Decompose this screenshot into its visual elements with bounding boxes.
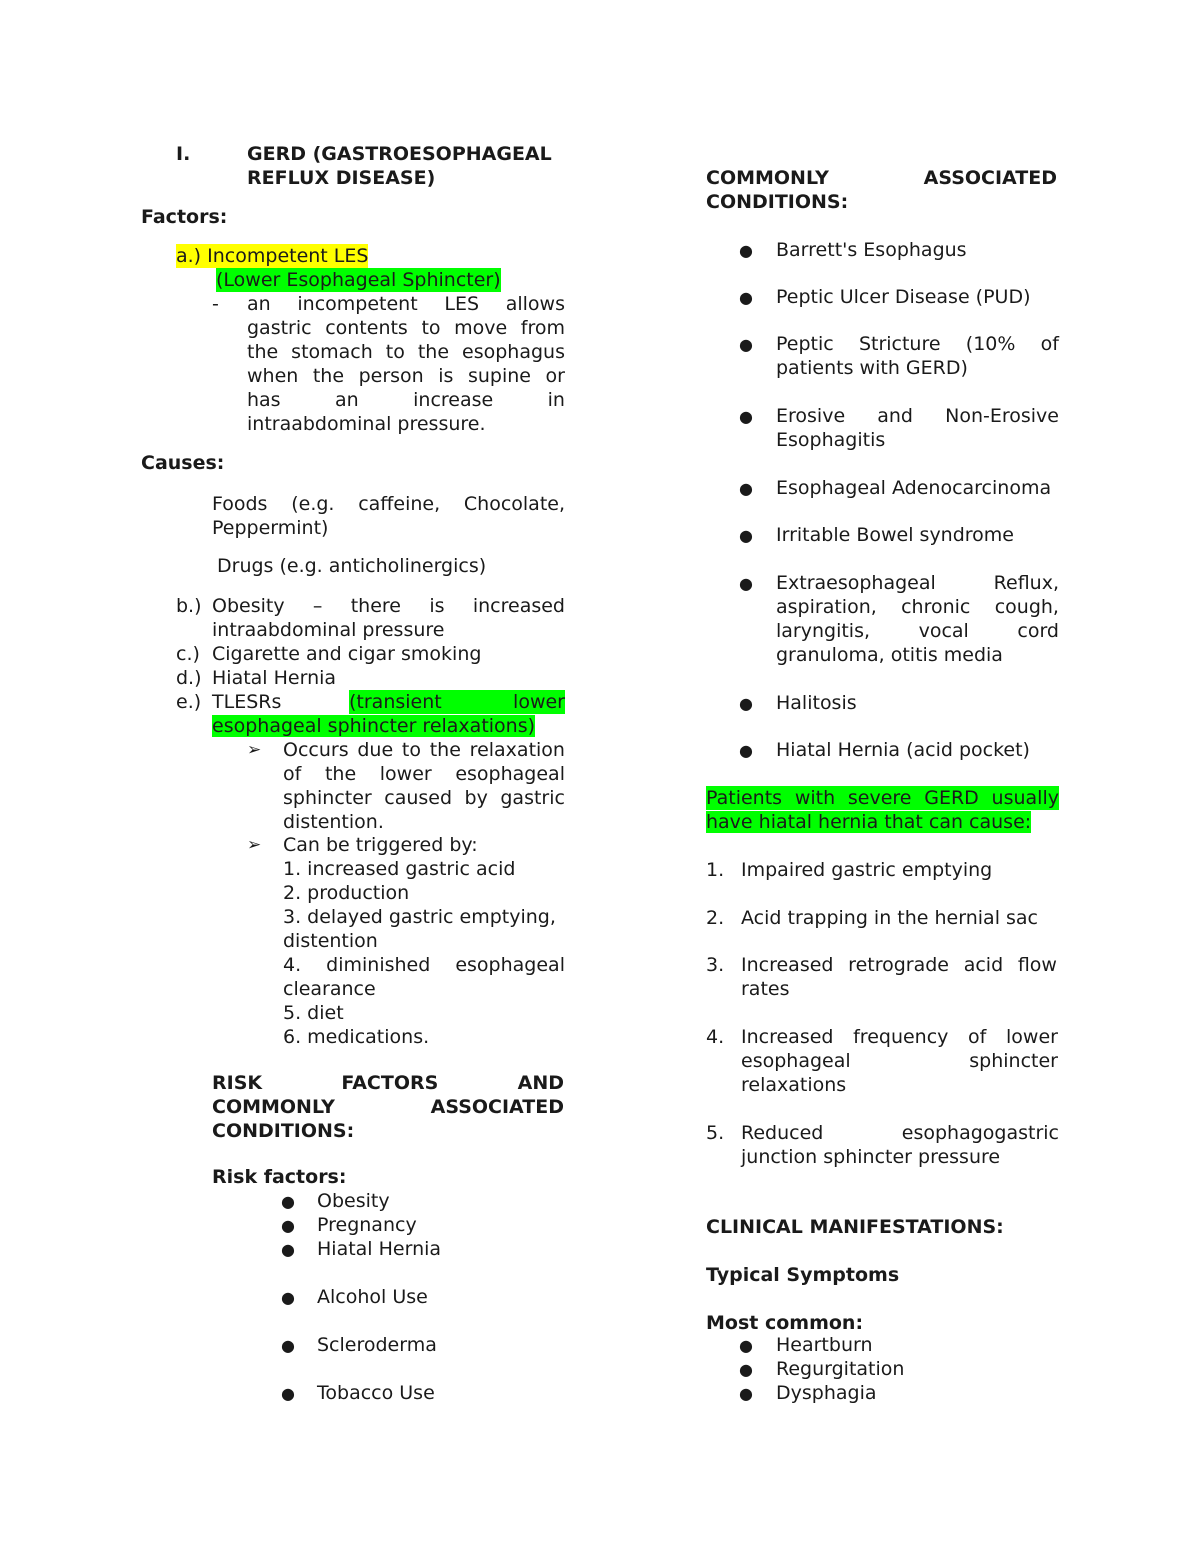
trigger-item: distention [283,930,378,952]
factor-a-marker: a.) [176,245,202,267]
factor-d: Hiatal Hernia [212,667,337,689]
arrow-bullet-icon: ➢ [247,835,262,855]
les-desc-line: the stomach to the esophagus [247,341,565,363]
severe-gerd-note: Patients with severe GERD usually have hiatal hernia that can cause: [706,787,1059,833]
condition-item: Esophageal Adenocarcinoma [776,477,1052,499]
bullet-icon: ● [739,335,753,354]
section-title-cont: REFLUX DISEASE) [247,167,436,189]
les-desc-line: has an increase in [247,389,565,411]
les-desc-line: gastric contents to move from [247,317,565,339]
bullet-icon: ● [739,741,753,760]
bullet-icon: ● [281,1384,295,1403]
causes-label: Causes: [141,452,225,474]
risk-factor-item: Scleroderma [317,1334,437,1356]
condition-item: Barrett's Esophagus [776,239,967,261]
symptom-item: Dysphagia [776,1382,877,1404]
factor-a [176,244,368,268]
assoc-heading: COMMONLY ASSOCIATED CONDITIONS: [706,167,1057,213]
trigger-item: 5. diet [283,1002,344,1024]
risk-factor-item: Alcohol Use [317,1286,428,1308]
tlesr-detail-2: Can be triggered by: 1. increased gastric acid 2. production 3. delayed gastric emptying, distention 4. diminished esophageal clearance 5. diet 6. medications. [283,834,565,1048]
risk-heading: RISK FACTORS AND COMMONLY ASSOCIATED CONDITIONS: [212,1072,564,1142]
bullet-icon: ● [281,1216,295,1235]
bullet-icon: ● [739,1384,753,1403]
bullet-icon: ● [739,407,753,426]
effect-number: 3. [706,954,725,976]
most-common-label: Most common: [706,1312,864,1334]
bullet-icon: ● [739,526,753,545]
effect-item: Impaired gastric emptying [741,859,993,881]
effect-number: 2. [706,907,725,929]
trigger-item: 3. delayed gastric emptying, [283,906,556,928]
les-description [247,292,565,436]
factors-label: Factors: [141,206,228,228]
effect-number: 1. [706,859,725,881]
symptom-item: Heartburn [776,1334,873,1356]
les-desc-line: when the person is supine or [247,365,565,387]
condition-item: Erosive and Non-Erosive Esophagitis [776,405,1059,451]
factor-c-marker: c.) [176,643,200,665]
factor-a-sub: (Lower Esophageal Sphincter) [216,269,501,291]
condition-item: Peptic Ulcer Disease (PUD) [776,286,1031,308]
cause-foods: Foods (e.g. caffeine, Chocolate, Peppermint) [212,493,565,539]
bullet-icon: ● [739,288,753,307]
factor-a-text: Incompetent LES [207,245,369,267]
condition-item: Extraesophageal Reflux, aspiration, chronic cough, laryngitis, vocal cord granuloma, otitis media [776,572,1059,666]
factor-e: TLESRs (transient lower esophageal sphincter relaxations) [212,691,565,737]
factor-e-marker: e.) [176,691,202,713]
risk-factor-item: Obesity [317,1190,390,1212]
section-number: I. [176,143,191,165]
factor-b-marker: b.) [176,595,202,617]
bullet-icon: ● [281,1336,295,1355]
factor-d-marker: d.) [176,667,202,689]
effect-item: Reduced esophagogastric junction sphincter pressure [741,1122,1059,1168]
tlesr-detail-1: Occurs due to the relaxation of the lower esophageal sphincter caused by gastric distention. [283,739,565,833]
effect-number: 4. [706,1026,725,1048]
trigger-item: 4. diminished esophageal [283,954,565,976]
cause-drugs: Drugs (e.g. anticholinergics) [217,555,487,577]
les-desc-line: an incompetent LES allows [247,293,565,315]
section-title: GERD (GASTROESOPHAGEAL [247,143,552,165]
factor-b: Obesity – there is increased intraabdominal pressure [212,595,565,641]
trigger-item: clearance [283,978,376,1000]
condition-item: Irritable Bowel syndrome [776,524,1015,546]
trigger-item: 1. increased gastric acid [283,858,516,880]
condition-item: Peptic Stricture (10% of patients with GERD) [776,333,1059,379]
bullet-icon: ● [739,1360,753,1379]
effect-item: Increased retrograde acid flow rates [741,954,1057,1000]
effect-item: Increased frequency of lower esophageal sphincter relaxations [741,1026,1058,1096]
risk-factors-label: Risk factors: [212,1166,347,1188]
bullet-icon: ● [739,694,753,713]
bullet-icon: ● [739,1336,753,1355]
trigger-item: 2. production [283,882,410,904]
effect-number: 5. [706,1122,725,1144]
bullet-icon: ● [739,241,753,260]
typical-symptoms-label: Typical Symptoms [706,1264,900,1286]
condition-item: Hiatal Hernia (acid pocket) [776,739,1030,761]
bullet-icon: ● [281,1240,295,1259]
clinical-heading: CLINICAL MANIFESTATIONS: [706,1216,1004,1238]
arrow-bullet-icon: ➢ [247,740,262,760]
factor-c: Cigarette and cigar smoking [212,643,482,665]
bullet-icon: ● [739,574,753,593]
risk-factor-item: Pregnancy [317,1214,417,1236]
les-desc-line-last: intraabdominal pressure. [247,413,486,435]
effect-item: Acid trapping in the hernial sac [741,907,1038,929]
bullet-icon: ● [739,479,753,498]
symptom-item: Regurgitation [776,1358,905,1380]
risk-factor-item: Tobacco Use [317,1382,435,1404]
condition-item: Halitosis [776,692,857,714]
bullet-icon: ● [281,1288,295,1307]
risk-factor-item: Hiatal Hernia [317,1238,442,1260]
trigger-item: 6. medications. [283,1026,430,1048]
bullet-icon: ● [281,1192,295,1211]
dash-marker: - [212,293,219,315]
